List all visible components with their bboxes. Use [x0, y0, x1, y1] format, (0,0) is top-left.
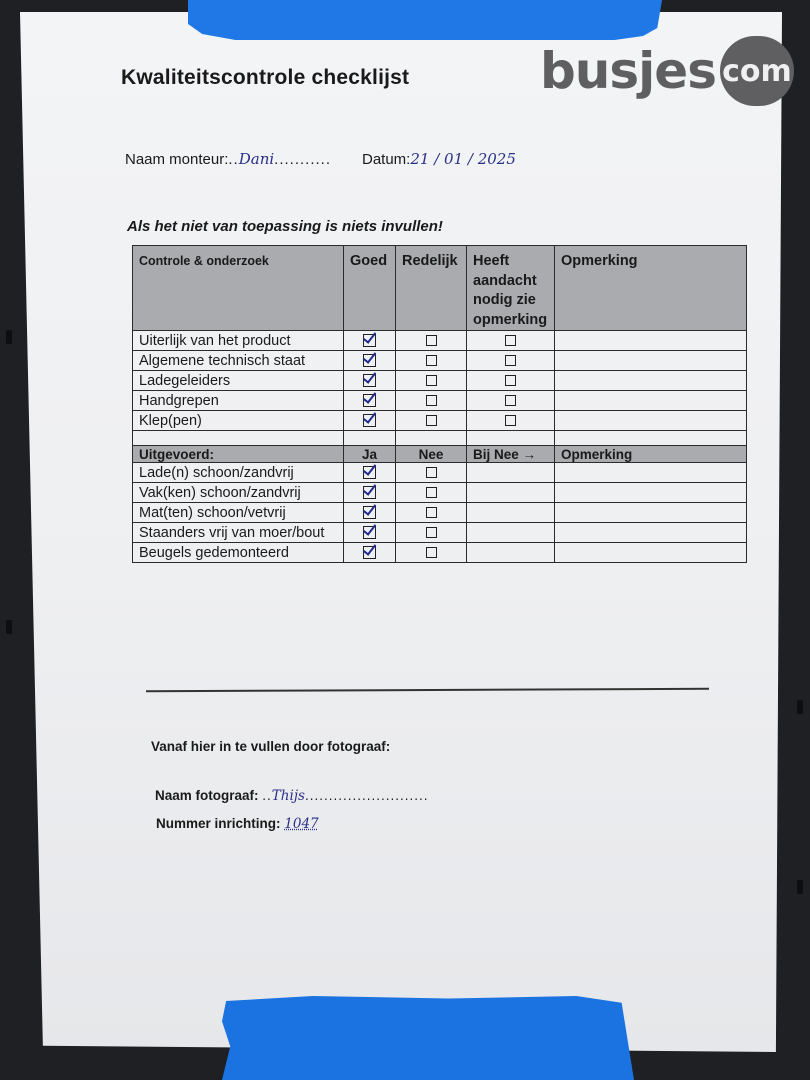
checkbox[interactable] [505, 335, 516, 346]
panel-hole [6, 330, 12, 344]
header-nee: Nee [396, 446, 467, 463]
checkbox[interactable] [426, 527, 437, 538]
checked-checkbox[interactable] [363, 506, 376, 519]
header-controle: Controle & onderzoek [133, 246, 344, 331]
panel-hole [6, 620, 12, 634]
checked-checkbox[interactable] [363, 374, 376, 387]
spacer-row [133, 431, 747, 446]
table-row [133, 463, 747, 483]
opmerking-cell[interactable] [555, 543, 747, 563]
opmerking-cell[interactable] [555, 371, 747, 391]
table1-header [133, 246, 747, 331]
logo-word: busjes [540, 42, 716, 100]
busjes-logo [540, 36, 794, 106]
checked-checkbox[interactable] [363, 394, 376, 407]
checkbox[interactable] [505, 415, 516, 426]
fotograaf-value: Thijs [271, 788, 305, 804]
checkbox[interactable] [426, 355, 437, 366]
monteur-field: Naam monteur:..Dani........... [125, 150, 331, 168]
checkbox[interactable] [426, 335, 437, 346]
checkbox[interactable] [426, 395, 437, 406]
row-label: Algemene technisch staat [133, 351, 344, 371]
header-aandacht: Heeft aandacht nodig zie opmerking [467, 246, 555, 331]
inrichting-field [156, 816, 319, 832]
opmerking-cell[interactable] [555, 463, 747, 483]
datum-field [362, 150, 516, 168]
row-label: Lade(n) schoon/zandvrij [133, 463, 344, 483]
checked-checkbox[interactable] [363, 334, 376, 347]
checked-checkbox[interactable] [363, 466, 376, 479]
row-label: Klep(pen) [133, 411, 344, 431]
panel-hole [797, 880, 803, 894]
logo-badge: com [720, 36, 794, 106]
panel-hole [797, 700, 803, 714]
row-label: Staanders vrij van moer/bout [133, 523, 344, 543]
opmerking-cell[interactable] [555, 331, 747, 351]
checkbox[interactable] [505, 395, 516, 406]
monteur-value: Dani [238, 150, 275, 168]
row-label: Beugels gedemonteerd [133, 543, 344, 563]
header-uitgevoerd: Uitgevoerd: [133, 446, 344, 463]
inrichting-label: Nummer inrichting: [156, 816, 281, 831]
checkbox[interactable] [505, 375, 516, 386]
row-label: Mat(ten) schoon/vetvrij [133, 503, 344, 523]
opmerking-cell[interactable] [555, 483, 747, 503]
row-label: Uiterlijk van het product [133, 331, 344, 351]
header-opmerking: Opmerking [555, 246, 747, 331]
checkbox[interactable] [426, 467, 437, 478]
checklist-table [132, 245, 747, 563]
checkbox[interactable] [426, 507, 437, 518]
checkbox[interactable] [426, 415, 437, 426]
header-bij-nee: Bij Nee → [467, 446, 555, 463]
checkbox[interactable] [505, 355, 516, 366]
checkbox[interactable] [426, 547, 437, 558]
bij-nee-cell[interactable] [467, 523, 555, 543]
datum-value: 21 / 01 / 2025 [410, 150, 516, 168]
tape-bottom [222, 996, 634, 1080]
bij-nee-cell[interactable] [467, 503, 555, 523]
table-row [133, 503, 747, 523]
fotograaf-field: Naam fotograaf: ..Thijs.......................... [155, 788, 429, 804]
tape-top [188, 0, 662, 40]
checkbox[interactable] [426, 487, 437, 498]
inrichting-value: 1047 [284, 816, 319, 832]
header-redelijk: Redelijk [396, 246, 467, 331]
page-title: Kwaliteitscontrole checklijst [121, 66, 410, 89]
header-goed: Goed [344, 246, 396, 331]
opmerking-cell[interactable] [555, 523, 747, 543]
checked-checkbox[interactable] [363, 414, 376, 427]
header-opmerking-2: Opmerking [555, 446, 747, 463]
table2-header [133, 446, 747, 463]
table-row [133, 391, 747, 411]
table-row [133, 523, 747, 543]
table-row [133, 483, 747, 503]
opmerking-cell[interactable] [555, 391, 747, 411]
header-ja: Ja [344, 446, 396, 463]
table-row [133, 543, 747, 563]
opmerking-cell[interactable] [555, 351, 747, 371]
monteur-label: Naam monteur: [125, 151, 229, 168]
photographer-section-title: Vanaf hier in te vullen door fotograaf: [151, 739, 391, 754]
checked-checkbox[interactable] [363, 526, 376, 539]
datum-label: Datum: [362, 151, 411, 168]
table-row [133, 371, 747, 391]
notice-text: Als het niet van toepassing is niets invullen! [127, 218, 443, 235]
opmerking-cell[interactable] [555, 503, 747, 523]
table-row [133, 331, 747, 351]
table-row [133, 411, 747, 431]
checked-checkbox[interactable] [363, 486, 376, 499]
bij-nee-cell[interactable] [467, 463, 555, 483]
opmerking-cell[interactable] [555, 411, 747, 431]
checkbox[interactable] [426, 375, 437, 386]
row-label: Vak(ken) schoon/zandvrij [133, 483, 344, 503]
checked-checkbox[interactable] [363, 546, 376, 559]
row-label: Handgrepen [133, 391, 344, 411]
bij-nee-cell[interactable] [467, 483, 555, 503]
bij-nee-cell[interactable] [467, 543, 555, 563]
checked-checkbox[interactable] [363, 354, 376, 367]
fotograaf-label: Naam fotograaf: [155, 788, 259, 803]
row-label: Ladegeleiders [133, 371, 344, 391]
table-row [133, 351, 747, 371]
